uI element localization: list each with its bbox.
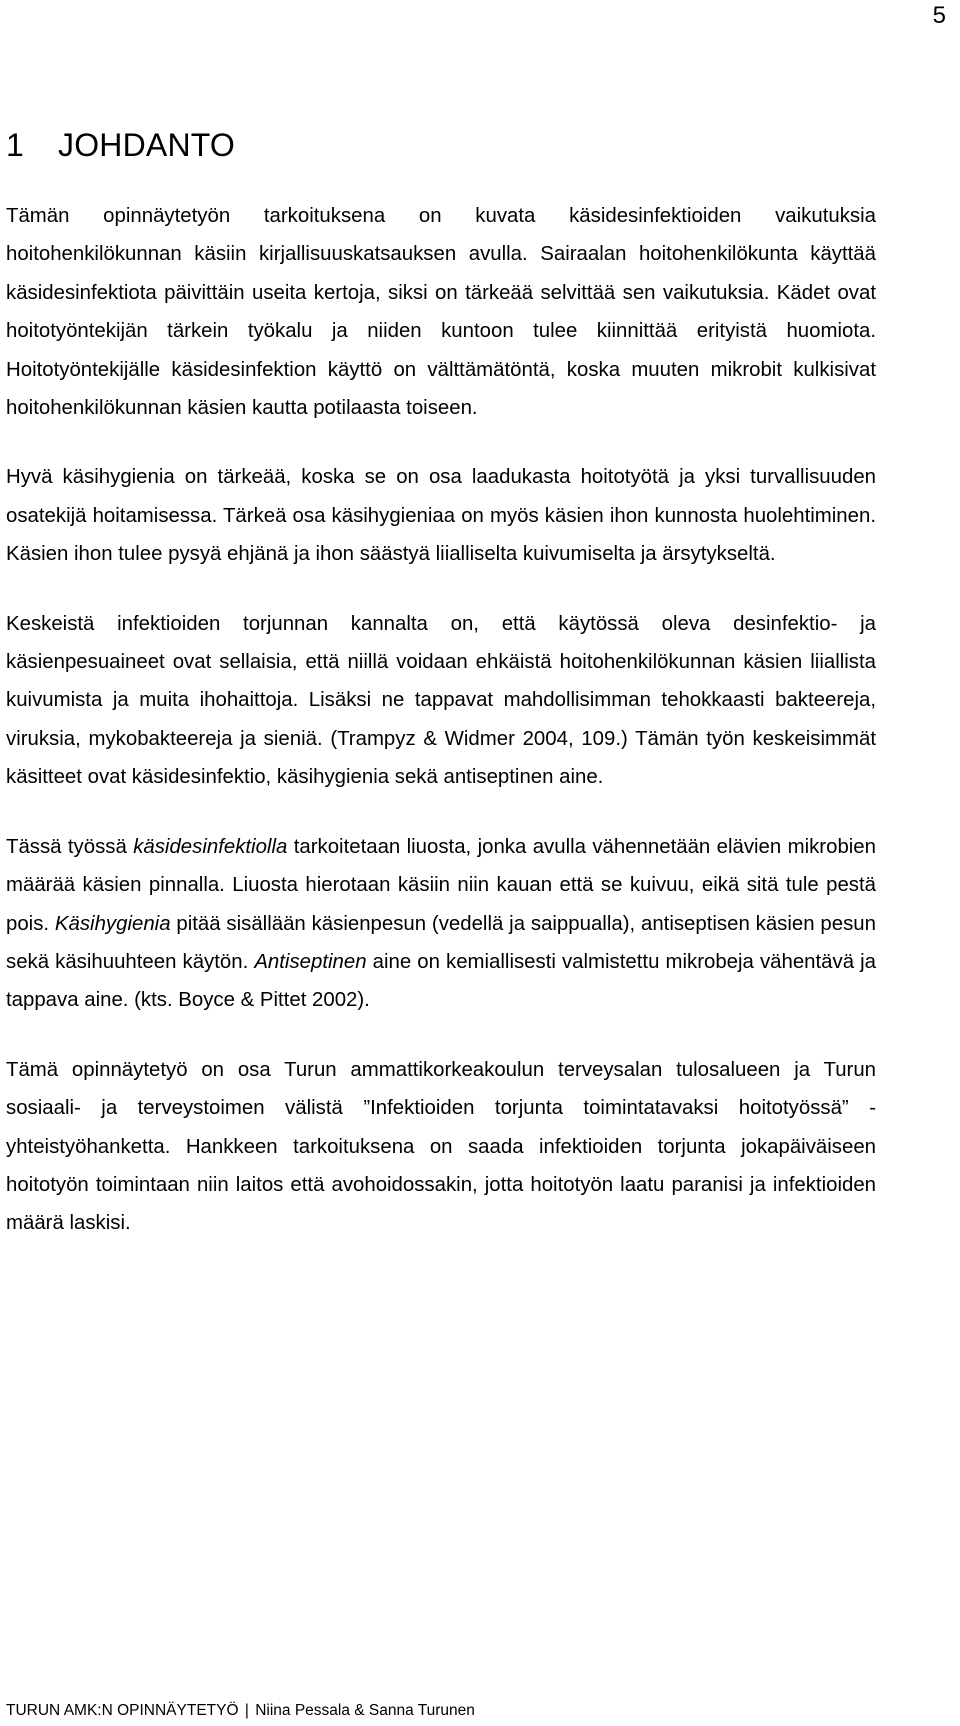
footer-institution: TURUN AMK:N OPINNÄYTETYÖ bbox=[6, 1702, 239, 1719]
term-kasidesinfektio: käsidesinfektiolla bbox=[133, 835, 288, 858]
text-run: Keskeistä infektioiden torjunnan kannalta on, että käytössä oleva desinfektio- ja käsienpesuaineet ovat sellaisia, että niillä voidaan ehkäistä hoitohenkilökunnan käsien liiallista kuivumista ja muita ihohaittoja. Lisäksi ne tappavat mahdollisimman tehokkaasti bakteereja, viruksia, mykobakteereja ja sieniä. (Trampyz & Widmer 2004, 109.) Tämän työn keskeisimmät käsitteet ovat käsidesinfektio, käsihygienia sekä antiseptinen aine. bbox=[6, 612, 876, 789]
page-footer bbox=[6, 1701, 475, 1721]
term-antiseptinen: Antiseptinen bbox=[254, 950, 367, 973]
text-run: aine on kemiallisesti valmistettu mikrobeja vähentävä ja tappava aine. (kts. Boyce & Pittet 2002). bbox=[6, 950, 876, 1012]
term-kasihygienia: Käsihygienia bbox=[54, 912, 171, 935]
body-text bbox=[6, 197, 876, 1274]
footer-separator: | bbox=[244, 1702, 249, 1719]
chapter-title bbox=[6, 126, 235, 164]
text-run: pitää sisällään käsienpesun (vedellä ja saippualla), antiseptisen käsien pesun sekä käsihuuhteen käytön. bbox=[6, 912, 876, 973]
chapter-title-text: JOHDANTO bbox=[58, 127, 236, 163]
text-run: Tämä opinnäytetyö on osa Turun ammattikorkeakoulun terveysalan tulosalueen ja Turun sosiaali- ja terveystoimen välistä ”Infektioiden torjunta toimintatavaksi hoitotyössä” -yhteistyöhanketta. Hankkeen tarkoituksena on saada infektioiden torjunta jokapäiväiseen hoitotyön toimintaan niin laitos että avohoidossakin, jotta hoitotyön laatu paranisi ja infektioiden määrä laskisi. bbox=[6, 1058, 876, 1235]
paragraph-3 bbox=[6, 605, 876, 797]
paragraph-4 bbox=[6, 828, 876, 1020]
text-run: tarkoitetaan liuosta, jonka avulla vähennetään elävien mikrobien määrää käsien pinnalla. Liuosta hierotaan käsiin niin kauan että se kuivuu, eikä sitä tule pestä pois. bbox=[6, 835, 876, 935]
paragraph-5 bbox=[6, 1051, 876, 1243]
footer-authors: Niina Pessala & Sanna Turunen bbox=[255, 1702, 475, 1719]
page-number: 5 bbox=[932, 2, 946, 29]
text-run: Tässä työssä bbox=[6, 835, 134, 858]
text-run: Hyvä käsihygienia on tärkeää, koska se on osa laadukasta hoitotyötä ja yksi turvallisuuden osatekijä hoitamisessa. Tärkeä osa käsihygieniaa on myös käsien ihon kunnosta huolehtiminen. Käsien ihon tulee pysyä ehjänä ja ihon säästyä liialliselta kuivumiselta ja ärsytykseltä. bbox=[6, 466, 876, 566]
paragraph-2 bbox=[6, 458, 876, 573]
text-run: Tämän opinnäytetyön tarkoituksena on kuvata käsidesinfektioiden vaikutuksia hoitohenkilökunnan käsiin kirjallisuuskatsauksen avulla. Sairaalan hoitohenkilökunta käyttää käsidesinfektiota päivittäin useita kertoja, siksi on tärkeää selvittää sen vaikutuksia. Kädet ovat hoitotyöntekijän tärkein työkalu ja niiden kuntoon tulee kiinnittää erityistä huomiota. Hoitotyöntekijälle käsidesinfektion käyttö on välttämätöntä, koska muuten mikrobit kulkisivat hoitohenkilökunnan käsien kautta potilaasta toiseen. bbox=[6, 205, 876, 420]
paragraph-1 bbox=[6, 197, 876, 427]
chapter-number: 1 bbox=[6, 127, 24, 163]
